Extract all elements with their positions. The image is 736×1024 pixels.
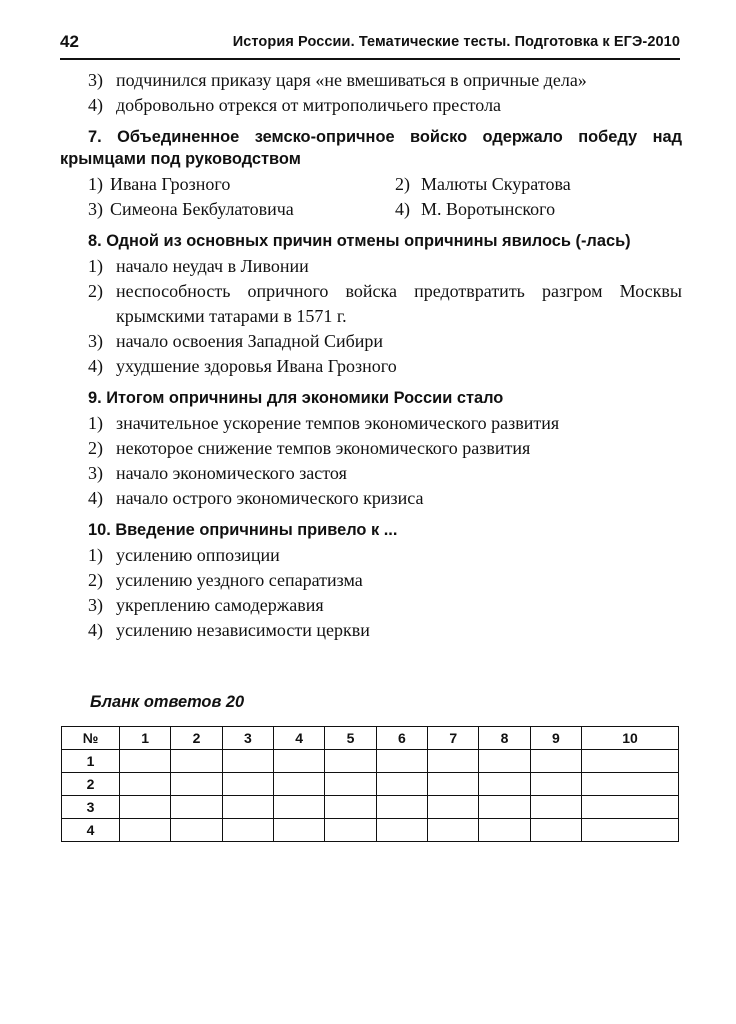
page-header bbox=[60, 30, 680, 60]
question-9-title: 9. Итогом опричнины для экономики России стало bbox=[88, 389, 504, 407]
answer-cell bbox=[325, 819, 376, 842]
option-item bbox=[60, 411, 682, 436]
table-row bbox=[62, 819, 679, 842]
answer-cell bbox=[222, 750, 273, 773]
option-item bbox=[60, 93, 682, 118]
option-number: 3) bbox=[88, 199, 103, 219]
column-header-question: 6 bbox=[376, 727, 427, 750]
answer-cell bbox=[376, 773, 427, 796]
answer-cell bbox=[582, 773, 679, 796]
row-label: 1 bbox=[62, 750, 120, 773]
option-number: 3) bbox=[88, 463, 103, 483]
answer-cell bbox=[325, 796, 376, 819]
option-number: 1) bbox=[88, 174, 103, 194]
answer-cell bbox=[376, 819, 427, 842]
column-header-question: 5 bbox=[325, 727, 376, 750]
answer-cell bbox=[222, 773, 273, 796]
answer-cell bbox=[274, 773, 325, 796]
option-text: Симеона Бекбулатовича bbox=[110, 199, 294, 219]
option-item bbox=[60, 568, 682, 593]
question-10-title: 10. Введение опричнины привело к ... bbox=[88, 521, 398, 539]
option-item bbox=[60, 618, 682, 643]
option-text: начало неудач в Ливонии bbox=[116, 256, 309, 276]
option-item bbox=[60, 254, 682, 279]
answer-cell bbox=[582, 819, 679, 842]
answer-cell bbox=[376, 750, 427, 773]
answer-sheet-table bbox=[61, 726, 679, 842]
answer-cell bbox=[222, 819, 273, 842]
option-text: подчинился приказу царя «не вмешиваться в опричные дела» bbox=[116, 70, 587, 90]
option-number: 3) bbox=[88, 595, 103, 615]
option-item bbox=[60, 461, 682, 486]
answer-cell bbox=[222, 796, 273, 819]
answer-cell bbox=[530, 750, 581, 773]
answer-cell bbox=[120, 796, 171, 819]
answer-cell bbox=[582, 750, 679, 773]
page-body bbox=[60, 68, 682, 643]
option-number: 4) bbox=[88, 620, 103, 640]
answer-cell bbox=[325, 773, 376, 796]
option-item bbox=[60, 543, 682, 568]
option-item bbox=[60, 329, 682, 354]
option-item bbox=[371, 172, 682, 197]
option-text: ухудшение здоровья Ивана Грозного bbox=[116, 356, 397, 376]
answer-cell bbox=[171, 773, 222, 796]
row-label: 4 bbox=[62, 819, 120, 842]
answer-cell bbox=[325, 750, 376, 773]
answer-cell bbox=[274, 750, 325, 773]
option-number: 1) bbox=[88, 256, 103, 276]
table-row bbox=[62, 750, 679, 773]
answer-cell bbox=[120, 819, 171, 842]
answer-cell bbox=[171, 819, 222, 842]
row-label: 2 bbox=[62, 773, 120, 796]
row-label: 3 bbox=[62, 796, 120, 819]
option-item bbox=[60, 172, 371, 197]
column-header-question: 4 bbox=[274, 727, 325, 750]
option-item bbox=[371, 197, 682, 222]
option-number: 2) bbox=[88, 281, 103, 301]
answer-sheet-title: Бланк ответов 20 bbox=[90, 693, 245, 711]
table-header-row bbox=[62, 727, 679, 750]
option-number: 4) bbox=[88, 488, 103, 508]
option-number: 3) bbox=[88, 70, 103, 90]
option-text: укреплению самодержавия bbox=[116, 595, 324, 615]
answer-cell bbox=[428, 819, 479, 842]
option-text: неспособность опричного войска предотвратить разгром Москвы крымскими татарами в 1571 г. bbox=[116, 281, 682, 326]
option-text: М. Воротынского bbox=[421, 199, 556, 219]
option-text: Малюты Скуратова bbox=[421, 174, 571, 194]
answer-cell bbox=[428, 750, 479, 773]
page-number: 42 bbox=[60, 32, 79, 51]
option-number: 2) bbox=[395, 174, 410, 194]
answer-cell bbox=[428, 796, 479, 819]
answer-cell bbox=[376, 796, 427, 819]
option-number: 2) bbox=[88, 570, 103, 590]
option-text: Ивана Грозного bbox=[110, 174, 231, 194]
option-number: 3) bbox=[88, 331, 103, 351]
option-text: значительное ускорение темпов экономического развития bbox=[116, 413, 560, 433]
option-item bbox=[60, 593, 682, 618]
option-text: усилению оппозиции bbox=[116, 545, 280, 565]
option-text: начало острого экономического кризиса bbox=[116, 488, 424, 508]
option-number: 1) bbox=[88, 413, 103, 433]
table-row bbox=[62, 773, 679, 796]
answer-cell bbox=[479, 773, 530, 796]
option-text: усилению независимости церкви bbox=[116, 620, 370, 640]
column-header-question: 10 bbox=[582, 727, 679, 750]
answer-cell bbox=[120, 773, 171, 796]
column-header-question: 3 bbox=[222, 727, 273, 750]
option-number: 4) bbox=[395, 199, 410, 219]
option-number: 4) bbox=[88, 95, 103, 115]
answer-cell bbox=[171, 796, 222, 819]
answer-cell bbox=[274, 796, 325, 819]
column-header-question: 2 bbox=[171, 727, 222, 750]
question-7-options bbox=[60, 197, 682, 222]
option-item bbox=[60, 197, 371, 222]
answer-cell bbox=[582, 796, 679, 819]
option-item bbox=[60, 436, 682, 461]
option-number: 4) bbox=[88, 356, 103, 376]
option-number: 2) bbox=[88, 438, 103, 458]
answer-cell bbox=[428, 773, 479, 796]
option-item bbox=[60, 68, 682, 93]
question-7-options bbox=[60, 172, 682, 197]
answer-cell bbox=[530, 819, 581, 842]
answer-cell bbox=[479, 750, 530, 773]
answer-cell bbox=[530, 773, 581, 796]
answer-cell bbox=[274, 819, 325, 842]
column-header-question: 8 bbox=[479, 727, 530, 750]
question-8-title: 8. Одной из основных причин отмены опричнины явилось (-лась) bbox=[88, 232, 631, 250]
column-header-number-sign: № bbox=[62, 727, 120, 750]
option-text: добровольно отрекся от митрополичьего престола bbox=[116, 95, 502, 115]
column-header-question: 7 bbox=[428, 727, 479, 750]
column-header-question: 1 bbox=[120, 727, 171, 750]
answer-cell bbox=[120, 750, 171, 773]
option-text: начало экономического застоя bbox=[116, 463, 347, 483]
answer-cell bbox=[479, 819, 530, 842]
table-row bbox=[62, 796, 679, 819]
option-item bbox=[60, 279, 682, 329]
option-text: начало освоения Западной Сибири bbox=[116, 331, 384, 351]
option-text: усилению уездного сепаратизма bbox=[116, 570, 363, 590]
option-text: некоторое снижение темпов экономического развития bbox=[116, 438, 531, 458]
answer-cell bbox=[530, 796, 581, 819]
option-item bbox=[60, 486, 682, 511]
option-number: 1) bbox=[88, 545, 103, 565]
question-7-title: 7. Объединенное земско-опричное войско одержало победу над крымцами под руководством bbox=[60, 128, 682, 168]
answer-cell bbox=[171, 750, 222, 773]
running-title: История России. Тематические тесты. Подготовка к ЕГЭ-2010 bbox=[232, 34, 680, 50]
option-item bbox=[60, 354, 682, 379]
column-header-question: 9 bbox=[530, 727, 581, 750]
answer-cell bbox=[479, 796, 530, 819]
